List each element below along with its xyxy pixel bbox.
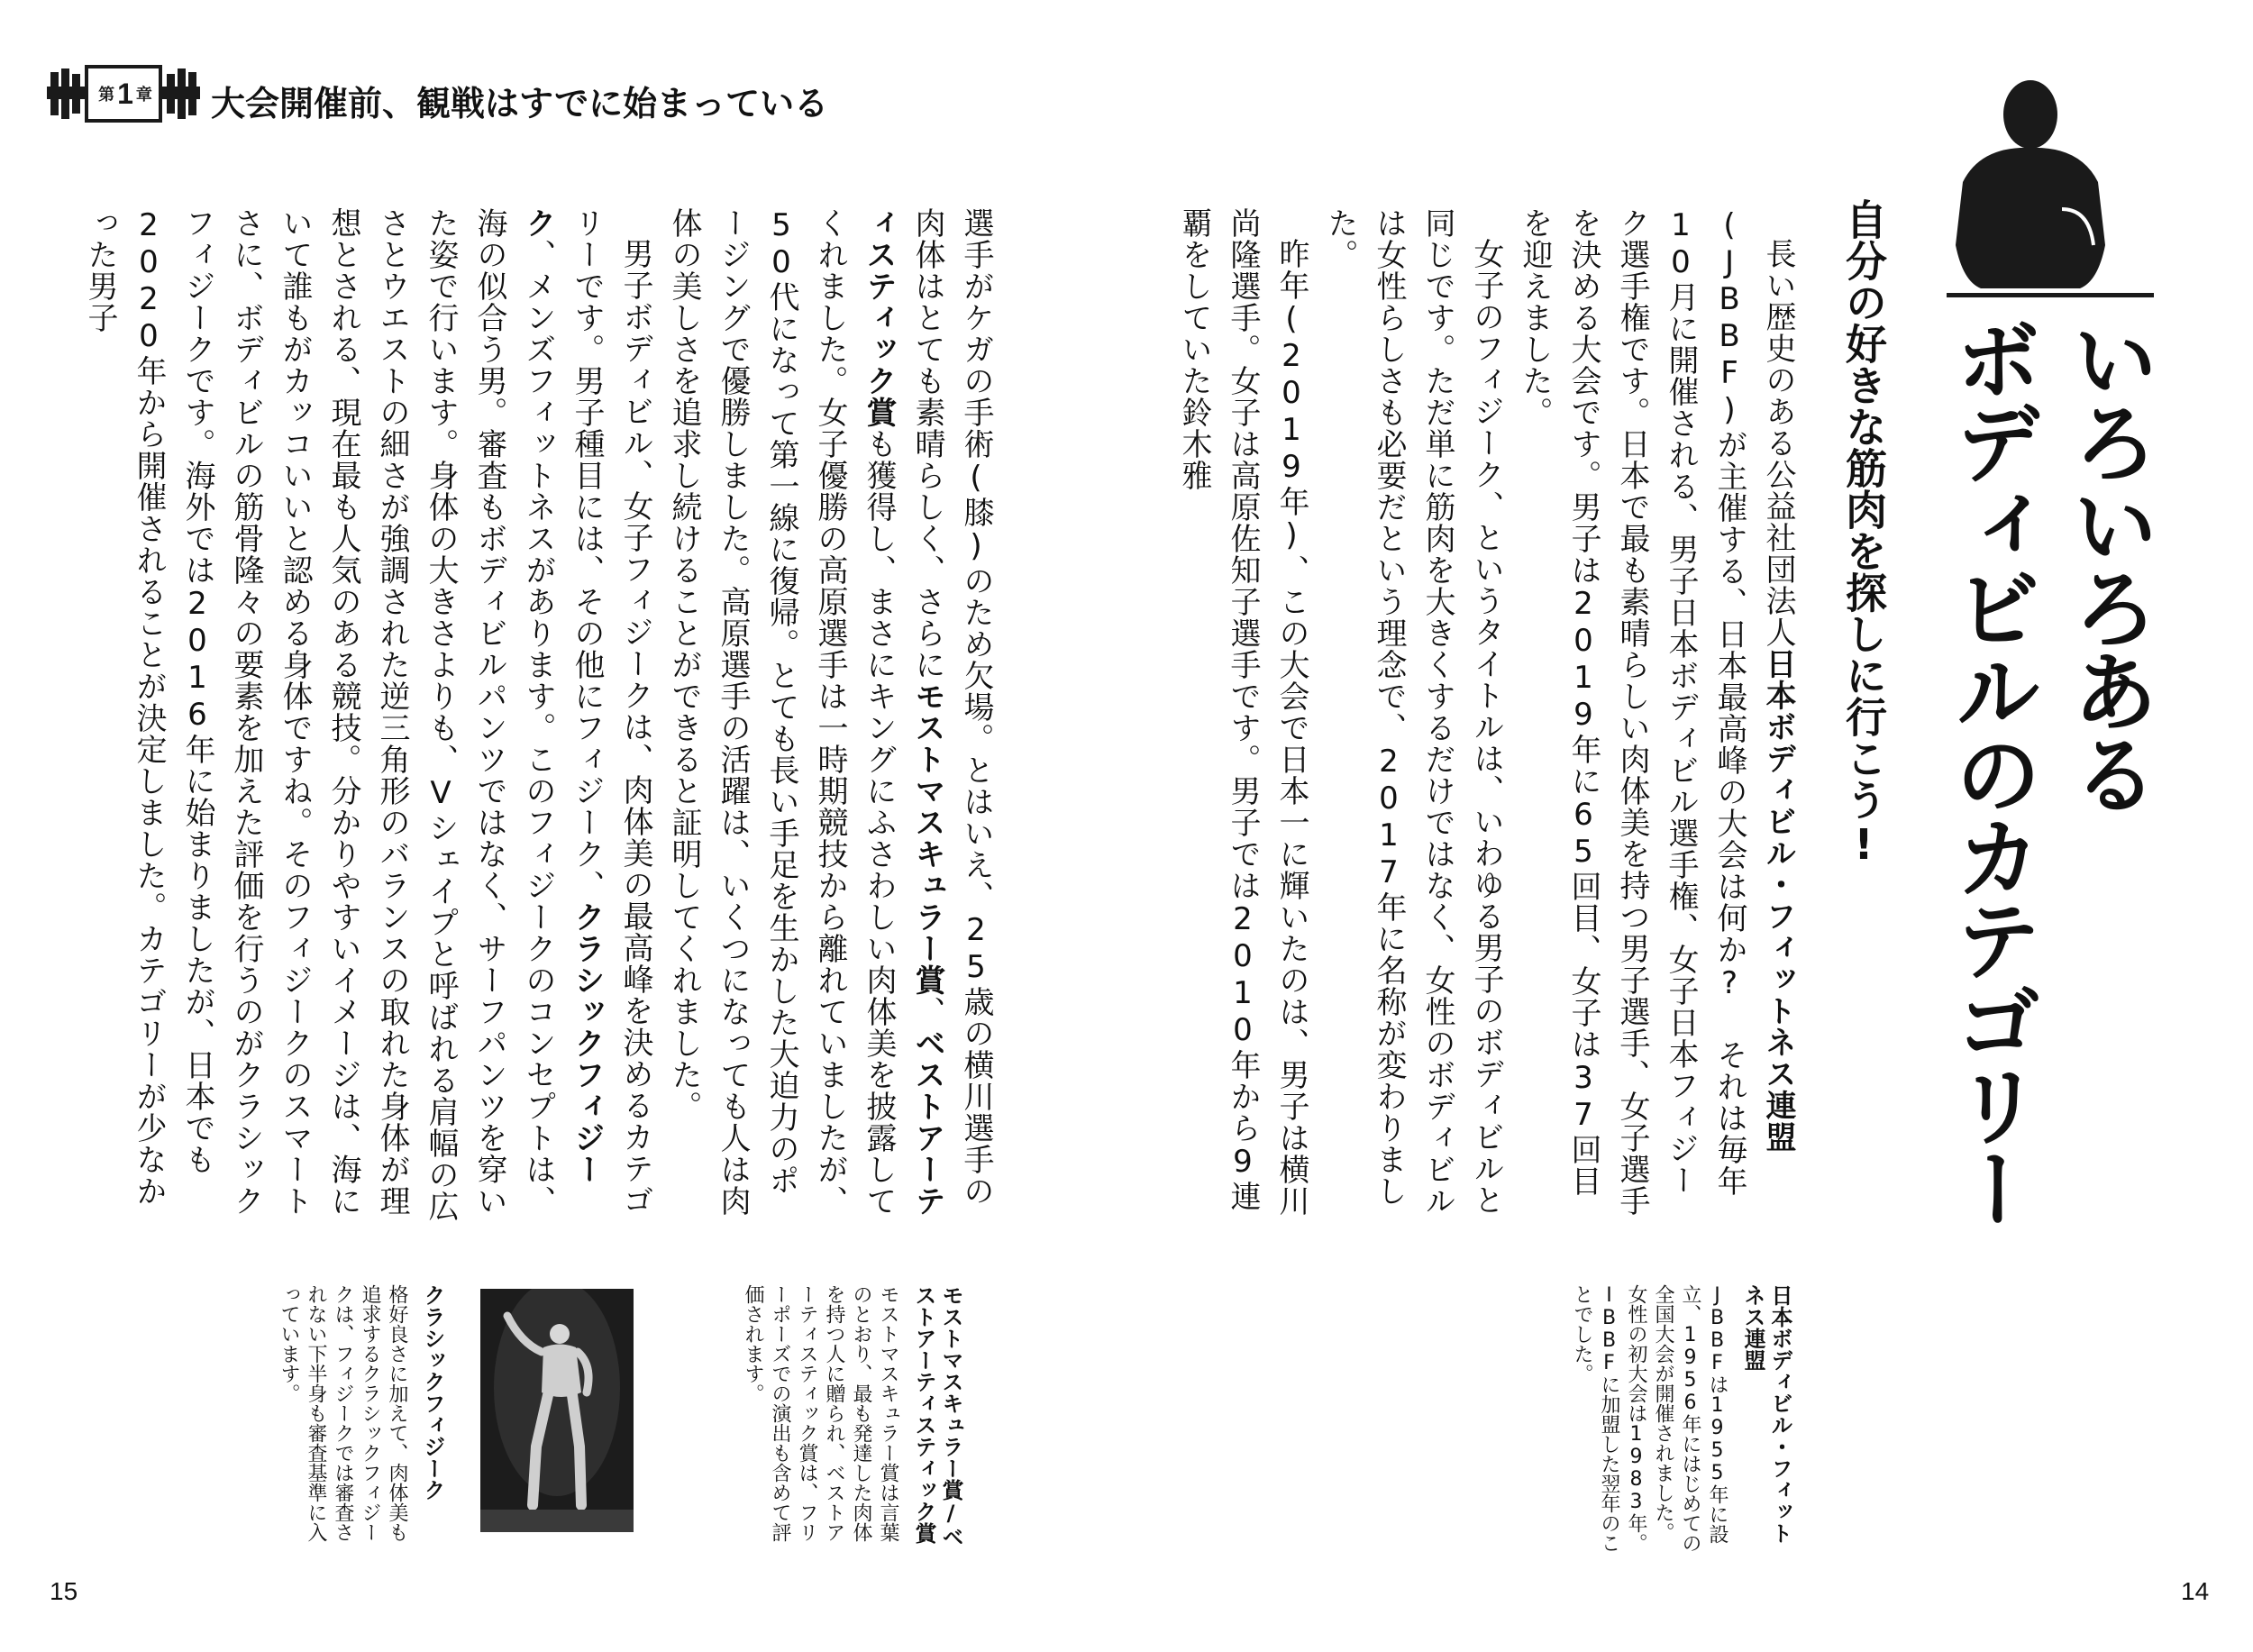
section-title	[1933, 315, 2167, 1228]
most-muscular-term: モストマスキュラー賞	[909, 680, 945, 996]
page-number-left: 15	[50, 1577, 78, 1605]
right-note-title: 日本ボディビル・フィットネス連盟	[1740, 1284, 1792, 1544]
left-p1-a: 選手がケガの手術(膝)のため欠場。とはいえ、25歳の横川選手の肉体はとても素晴らしく、さらに	[909, 207, 994, 1207]
right-p2: 女子のフィジーク、というタイトルは、いわゆる男子のボディビルと同じです。ただ単に筋肉を大きくするだけではなく、女性のボディビルは女性らしさも必要だという理念で、2017年に名称が変わりました。	[1322, 207, 1504, 1217]
bodybuilder-silhouette-icon	[1945, 74, 2116, 290]
left-note1-title: モストマスキュラー賞/ベストアーティスティック賞	[911, 1284, 963, 1547]
chapter-prefix: 第	[98, 86, 115, 104]
chapter-label	[90, 70, 160, 117]
right-footnote	[1523, 1284, 1793, 1555]
left-p1-sep: 、	[909, 996, 945, 1027]
left-note2-title: クラシックフィジーク	[420, 1284, 445, 1501]
left-p2-b: 、メンズフィットネスがあります。このフィジークのコンセプトは、海の似合う男。審査もボディビルパンツではなく、サーフパンツを穿いた姿で行います。身体の大きさよりも、Vシェイプと呼ばれる肩幅の広さとウエストの細さが強調された逆三角形のバランスの取れた身体が理想とされる、現在最も人気のある競技。分かりやすいイメージは、海にいて誰もがカッコいいと認める身体ですね。そのフィジークのスマートさに、ボディビルの筋骨隆々の要素を加えた評価を行うのがクラシックフィジークです。海外では2016年に始まりましたが、日本でも2020年から開催されることが決定しました。カテゴリーが少なかった男子	[82, 207, 556, 1222]
classic-physique-term: クラシックフィジーク	[520, 207, 605, 1185]
left-body-text	[82, 207, 1000, 1226]
chapter-title: 大会開催前、観戦はすでに始まっている	[211, 84, 829, 123]
left-footnote-1	[721, 1284, 964, 1555]
left-p1-b: も獲得し、まさにキングにふさわしい肉体美を披露してくれました。女子優勝の高原選手は一時期競技から離れていましたが、50代になって第一線に復帰。とても長い手足を生かした大迫力のポージングで優勝しました。高原選手の活躍は、いくつになっても人は肉体の美しさを追求し続けることができると証明してくれました。	[666, 207, 897, 1217]
bodybuilder-photo	[480, 1289, 634, 1532]
section-title-rule	[1947, 293, 2154, 297]
right-p3: 昨年(2019年)、この大会で日本一に輝いたのは、男子は横川尚隆選手。女子は高原佐知子選手です。男子では2010年から9連覇をしていた鈴木雅	[1176, 207, 1309, 1217]
section-title-line1: いろいろある	[2058, 315, 2159, 813]
left-note1-text: モストマスキュラー賞は言葉のとおり、最も発達した肉体を持つ人に贈られ、ベストアーティスティック賞は、フリーポーズでの演出も含めて評価されます。	[742, 1284, 899, 1542]
right-p1-b: (JBBF)が主催する、日本最高峰の大会は何か? それは毎年10月に開催される、男子日本ボディビル選手権、女子日本フィジーク選手権です。日本で最も素晴らしい肉体美を持つ男子選手、女子選手を決める大会です。男子は2019年に65回目、女子は37回目を迎えました。	[1517, 207, 1747, 1217]
subtitle: 自分の好きな筋肉を探しに行こう!	[1839, 198, 1888, 869]
best-artistic-term: ベストアーティスティック賞	[861, 207, 945, 1217]
jbbf-term: 日本ボディビル・フィットネス連盟	[1760, 648, 1796, 1153]
right-body-text	[1176, 207, 1802, 1226]
page-number-right: 14	[2181, 1577, 2210, 1605]
right-p1-a: 長い歴史のある公益社団法人	[1760, 238, 1796, 648]
section-title-line2: ボディビルのカテゴリー	[1941, 315, 2042, 1228]
right-note-text: JBBFは1955年に設立、1956年にはじめての全国大会が開催されました。女性の初大会は1983年。IBBFに加盟した翌年のことでした。	[1571, 1284, 1729, 1553]
left-note2-text: 格好良さに加えて、肉体美も追求するクラシックフィジークは、フィジークでは審査されない下半身も審査基準に入っています。	[278, 1284, 408, 1542]
left-footnote-2	[203, 1284, 446, 1555]
chapter-suffix: 章	[135, 86, 152, 104]
left-p2-a: 男子ボディビル、女子フィジークは、肉体美の最高峰を決めるカテゴリーです。男子種目には、その他にフィジーク、	[569, 207, 653, 1216]
chapter-header	[47, 65, 829, 123]
chapter-number: 1	[117, 77, 133, 110]
